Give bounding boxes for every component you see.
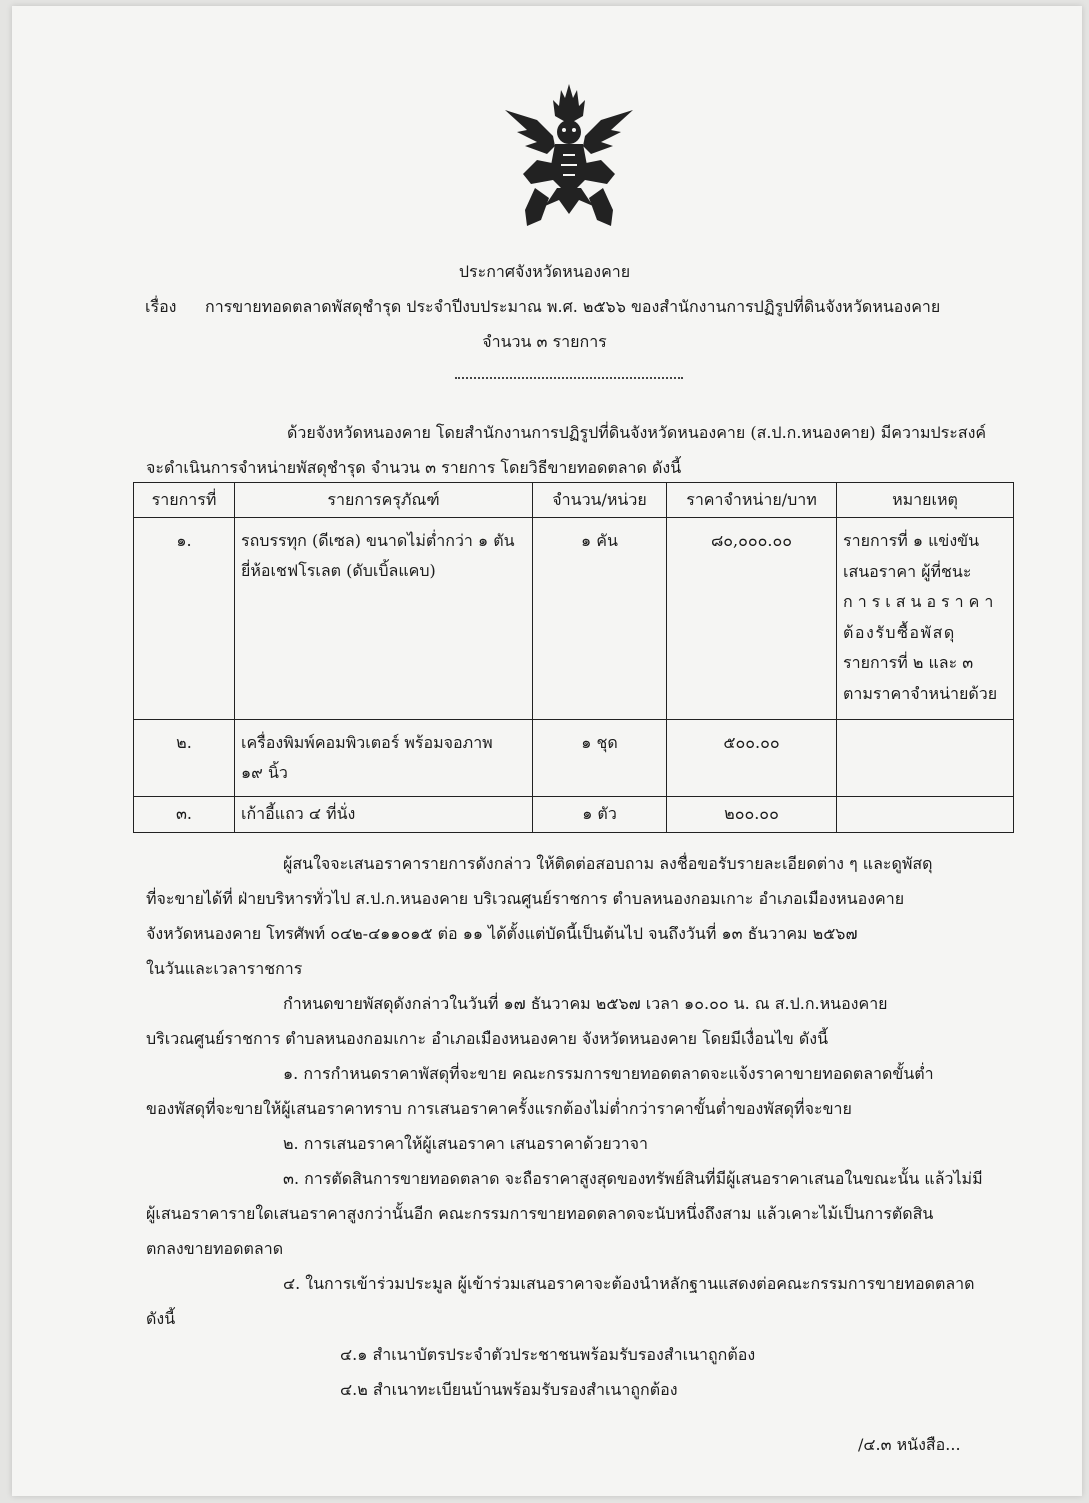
para1-line-4: ในวันและเวลาราชการ [146,959,303,978]
para2-line-1: กำหนดขายพัสดุดังกล่าวในวันที่ ๑๗ ธันวาคม ๒๕๖๗ เวลา ๑๐.๐๐ น. ณ ส.ป.ก.หนองคาย [283,994,888,1013]
remark-line: การเสนอราคา [843,592,999,611]
intro-line-2: จะดำเนินการจำหน่ายพัสดุชำรุด จำนวน ๓ รายการ โดยวิธีขายทอดตลาด ดังนี้ [146,458,682,477]
para2-line-2: บริเวณศูนย์ราชการ ตำบลหนองกอมเกาะ อำเภอเมืองหนองคาย จังหวัดหนองคาย โดยมีเงื่อนไข ดังนี้ [146,1029,829,1048]
condition-1-line-1: ๑. การกำหนดราคาพัสดุที่จะขาย คณะกรรมการขายทอดตลาดจะแจ้งราคาขายทอดตลาดขั้นต่ำ [283,1064,934,1083]
item-quantity: ๑ ชุด [533,720,667,797]
item-quantity: ๑ คัน [533,518,667,720]
item-line: รถบรรทุก (ดีเซล) ขนาดไม่ต่ำกว่า ๑ ตัน [241,531,515,550]
item-price: ๘๐,๐๐๐.๐๐ [667,518,837,720]
table-row [134,720,1014,797]
subject-label: เรื่อง [145,297,177,316]
remark-line: รายการที่ ๒ และ ๓ [843,653,974,672]
col-header-note: หมายเหตุ [837,483,1014,518]
row-number: ๓. [134,797,235,833]
item-description [235,720,533,797]
col-header-qty: จำนวน/หน่วย [533,483,667,518]
item-line: ยี่ห้อเชฟโรเลต (ดับเบิ้ลแคบ) [241,561,436,580]
remark-line: เสนอราคา ผู้ที่ชนะ [843,561,972,581]
item-remark [837,720,1014,797]
condition-2: ๒. การเสนอราคาให้ผู้เสนอราคา เสนอราคาด้วยวาจา [283,1134,649,1153]
remark-line: รายการที่ ๑ แข่งขัน [843,531,980,550]
item-price: ๕๐๐.๐๐ [667,720,837,797]
col-header-price: ราคาจำหน่าย/บาท [667,483,837,518]
item-price: ๒๐๐.๐๐ [667,797,837,833]
item-line: เครื่องพิมพ์คอมพิวเตอร์ พร้อมจอภาพ [241,733,493,752]
item-quantity: ๑ ตัว [533,797,667,833]
garuda-emblem [497,80,641,230]
table-row [134,797,1014,833]
item-line: ๑๙ นิ้ว [241,763,288,782]
item-remark [837,518,1014,720]
subject-text: การขายทอดตลาดพัสดุชำรุด ประจำปีงบประมาณ พ.ศ. ๒๕๖๖ ของสำนักงานการปฏิรูปที่ดินจังหวัดหนองคาย [205,297,941,316]
document-title: ประกาศจังหวัดหนองคาย [458,262,631,281]
item-description: เก้าอี้แถว ๔ ที่นั่ง [235,797,533,833]
intro-line-1: ด้วยจังหวัดหนองคาย โดยสำนักงานการปฏิรูปที่ดินจังหวัดหนองคาย (ส.ป.ก.หนองคาย) มีความประสงค์ [287,423,987,442]
sub-item-4-1: ๔.๑ สำเนาบัตรประจำตัวประชาชนพร้อมรับรองสำเนาถูกต้อง [340,1345,756,1364]
continued-marker: /๔.๓ หนังสือ... [858,1435,961,1454]
para1-line-3: จังหวัดหนองคาย โทรศัพท์ ๐๔๒-๔๑๑๐๑๕ ต่อ ๑๑ ได้ตั้งแต่บัดนี้เป็นต้นไป จนถึงวันที่ ๑๓ ธันวาคม ๒๕๖๗ [146,924,858,943]
separator-dotted-line [455,377,683,379]
row-number: ๑. [134,518,235,720]
condition-4-line-2: ดังนี้ [146,1309,176,1328]
para1-line-2: ที่จะขายได้ที่ ฝ่ายบริหารทั่วไป ส.ป.ก.หนองคาย บริเวณศูนย์ราชการ ตำบลหนองกอมเกาะ อำเภอเมืองหนองคาย [146,889,905,908]
table-row [134,518,1014,720]
sub-item-4-2: ๔.๒ สำเนาทะเบียนบ้านพร้อมรับรองสำเนาถูกต้อง [340,1380,678,1399]
condition-3-line-3: ตกลงขายทอดตลาด [146,1239,284,1258]
col-header-item: รายการครุภัณฑ์ [235,483,533,518]
item-description [235,518,533,720]
items-table [133,482,1014,833]
condition-3-line-1: ๓. การตัดสินการขายทอดตลาด จะถือราคาสูงสุดของทรัพย์สินที่มีผู้เสนอราคาเสนอในขณะนั้น แล้วไม่มี [283,1169,983,1188]
condition-3-line-2: ผู้เสนอราคารายใดเสนอราคาสูงกว่านั้นอีก คณะกรรมการขายทอดตลาดจะนับหนึ่งถึงสาม แล้วเคาะไม้เป็นการตัดสิน [146,1204,934,1223]
para1-line-1: ผู้สนใจจะเสนอราคารายการดังกล่าว ให้ติดต่อสอบถาม ลงชื่อขอรับรายละเอียดต่าง ๆ และดูพัสดุ [283,854,933,873]
remark-line: ตามราคาจำหน่ายด้วย [843,683,998,703]
item-count: จำนวน ๓ รายการ [482,332,607,351]
col-header-no: รายการที่ [134,483,235,518]
row-number: ๒. [134,720,235,797]
item-remark [837,797,1014,833]
table-header-row [134,483,1014,518]
condition-4-line-1: ๔. ในการเข้าร่วมประมูล ผู้เข้าร่วมเสนอราคาจะต้องนำหลักฐานแสดงต่อคณะกรรมการขายทอดตลาด [283,1274,975,1293]
condition-1-line-2: ของพัสดุที่จะขายให้ผู้เสนอราคาทราบ การเสนอราคาครั้งแรกต้องไม่ต่ำกว่าราคาขั้นต่ำของพัสดุที่จะขาย [146,1099,852,1118]
remark-line: ต้องรับซื้อพัสดุ [843,622,956,642]
